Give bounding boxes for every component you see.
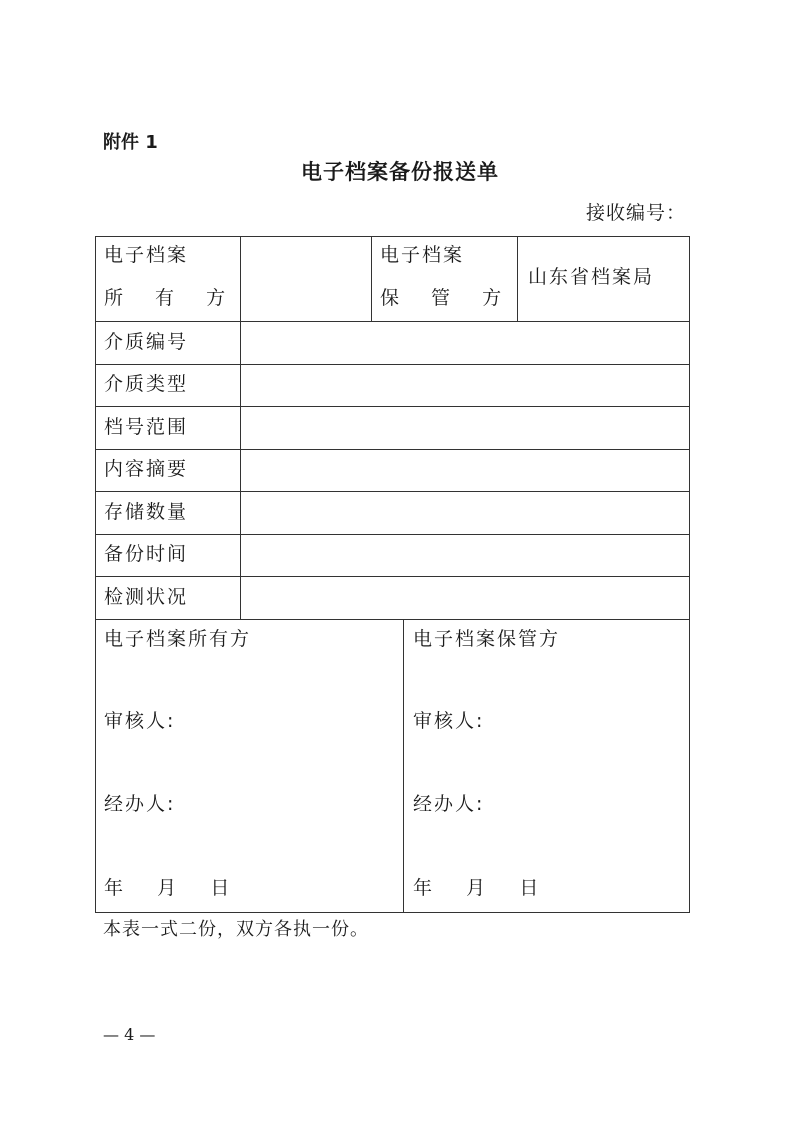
row-divider: [95, 406, 690, 407]
storage-quantity-label: 存储数量: [104, 501, 189, 523]
owner-sign-heading: 电子档案所有方: [104, 628, 252, 650]
row-divider: [95, 364, 690, 365]
column-divider: [371, 236, 372, 321]
media-type-label: 介质类型: [104, 373, 189, 395]
column-divider: [240, 236, 241, 619]
page-number: — 4 —: [103, 1025, 156, 1044]
custodian-date-field[interactable]: 年 月 日: [413, 877, 541, 899]
owner-reviewer-field[interactable]: 审核人:: [104, 710, 176, 732]
owner-label-line1: 电子档案: [104, 244, 189, 266]
column-divider: [517, 236, 518, 321]
backup-time-label: 备份时间: [104, 543, 189, 565]
row-divider: [95, 534, 690, 535]
file-number-range-label: 档号范围: [104, 416, 189, 438]
row-divider: [95, 576, 690, 577]
custodian-label-line2: 保 管 方: [380, 287, 515, 309]
form-title: 电子档案备份报送单: [301, 160, 499, 184]
receipt-number-label: 接收编号：: [586, 202, 687, 224]
row-divider: [95, 619, 690, 620]
column-divider: [403, 619, 404, 913]
row-divider: [95, 491, 690, 492]
owner-label-line2: 所 有 方: [104, 287, 239, 309]
footer-note: 本表一式二份，双方各执一份。: [103, 919, 369, 940]
content-summary-label: 内容摘要: [104, 458, 189, 480]
row-divider: [95, 321, 690, 322]
owner-handler-field[interactable]: 经办人:: [104, 793, 176, 815]
media-number-label: 介质编号: [104, 331, 189, 353]
inspection-status-label: 检测状况: [104, 586, 189, 608]
custodian-sign-heading: 电子档案保管方: [413, 628, 561, 650]
owner-date-field[interactable]: 年 月 日: [104, 877, 232, 899]
custodian-reviewer-field[interactable]: 审核人:: [413, 710, 485, 732]
row-divider: [95, 449, 690, 450]
attachment-label: 附件 1: [103, 132, 158, 153]
custodian-handler-field[interactable]: 经办人:: [413, 793, 485, 815]
custodian-label-line1: 电子档案: [380, 244, 465, 266]
custodian-value[interactable]: 山东省档案局: [528, 266, 655, 288]
